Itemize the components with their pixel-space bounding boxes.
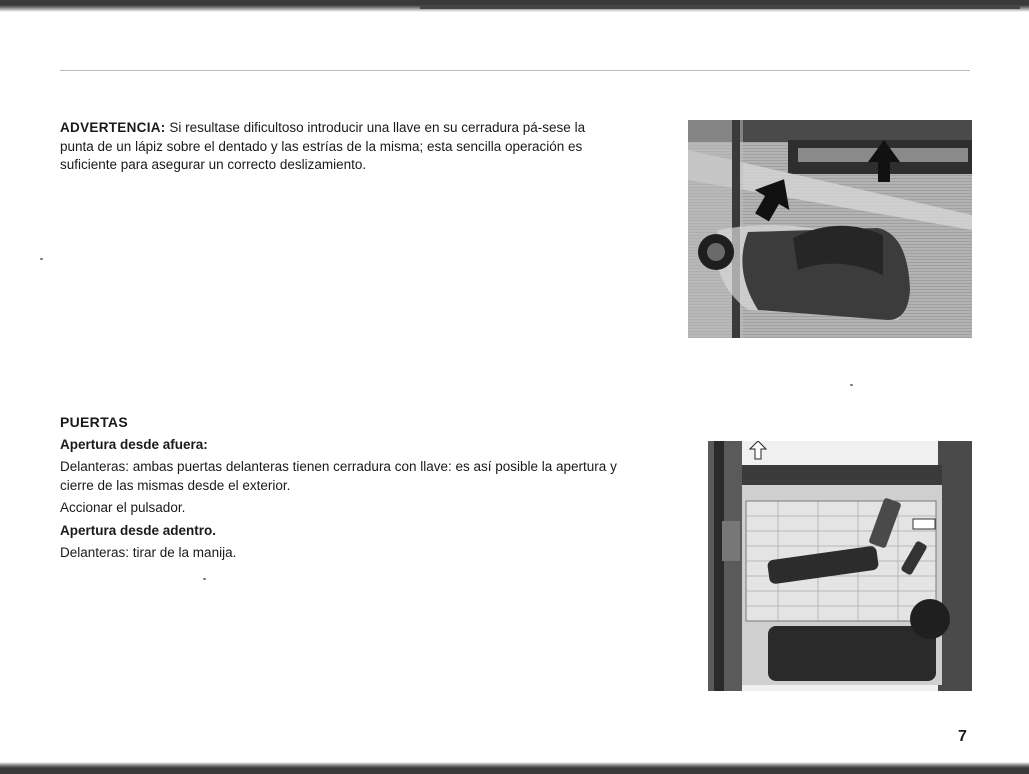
page-top-edge	[0, 0, 1029, 18]
page-number: 7	[958, 728, 967, 745]
outside-opening-heading: Apertura desde afuera:	[60, 436, 208, 452]
press-button-text: Accionar el pulsador.	[60, 500, 186, 515]
header-rule	[60, 70, 970, 71]
inside-opening-text: Delanteras: tirar de la manija.	[60, 545, 237, 560]
inside-opening-heading: Apertura desde adentro.	[60, 522, 217, 538]
doors-section	[60, 413, 620, 567]
page-bottom-edge	[0, 762, 1029, 774]
door-handle-illustration	[688, 120, 972, 338]
warning-text: Si resultase dificultoso introducir una llave en su cerradura pá-sese la punta de un lápiz sobre el dentado y las estrías de la misma; esta sencilla operación es suficiente para asegurar un correcto deslizamiento.	[60, 120, 586, 172]
scan-speck	[203, 578, 206, 580]
front-doors-text: Delanteras: ambas puertas delanteras tienen cerradura con llave: es así posible la apertura y cierre de las mismas desde el exterior.	[60, 459, 617, 493]
door-panel-illustration	[708, 441, 972, 691]
scan-speck	[40, 258, 43, 260]
warning-label: ADVERTENCIA:	[60, 120, 166, 135]
door-interior-panel-photo	[708, 441, 972, 691]
door-handle-lock-photo	[688, 120, 972, 338]
warning-paragraph	[60, 119, 620, 175]
doors-heading: PUERTAS	[60, 414, 128, 430]
scan-speck	[850, 384, 853, 386]
